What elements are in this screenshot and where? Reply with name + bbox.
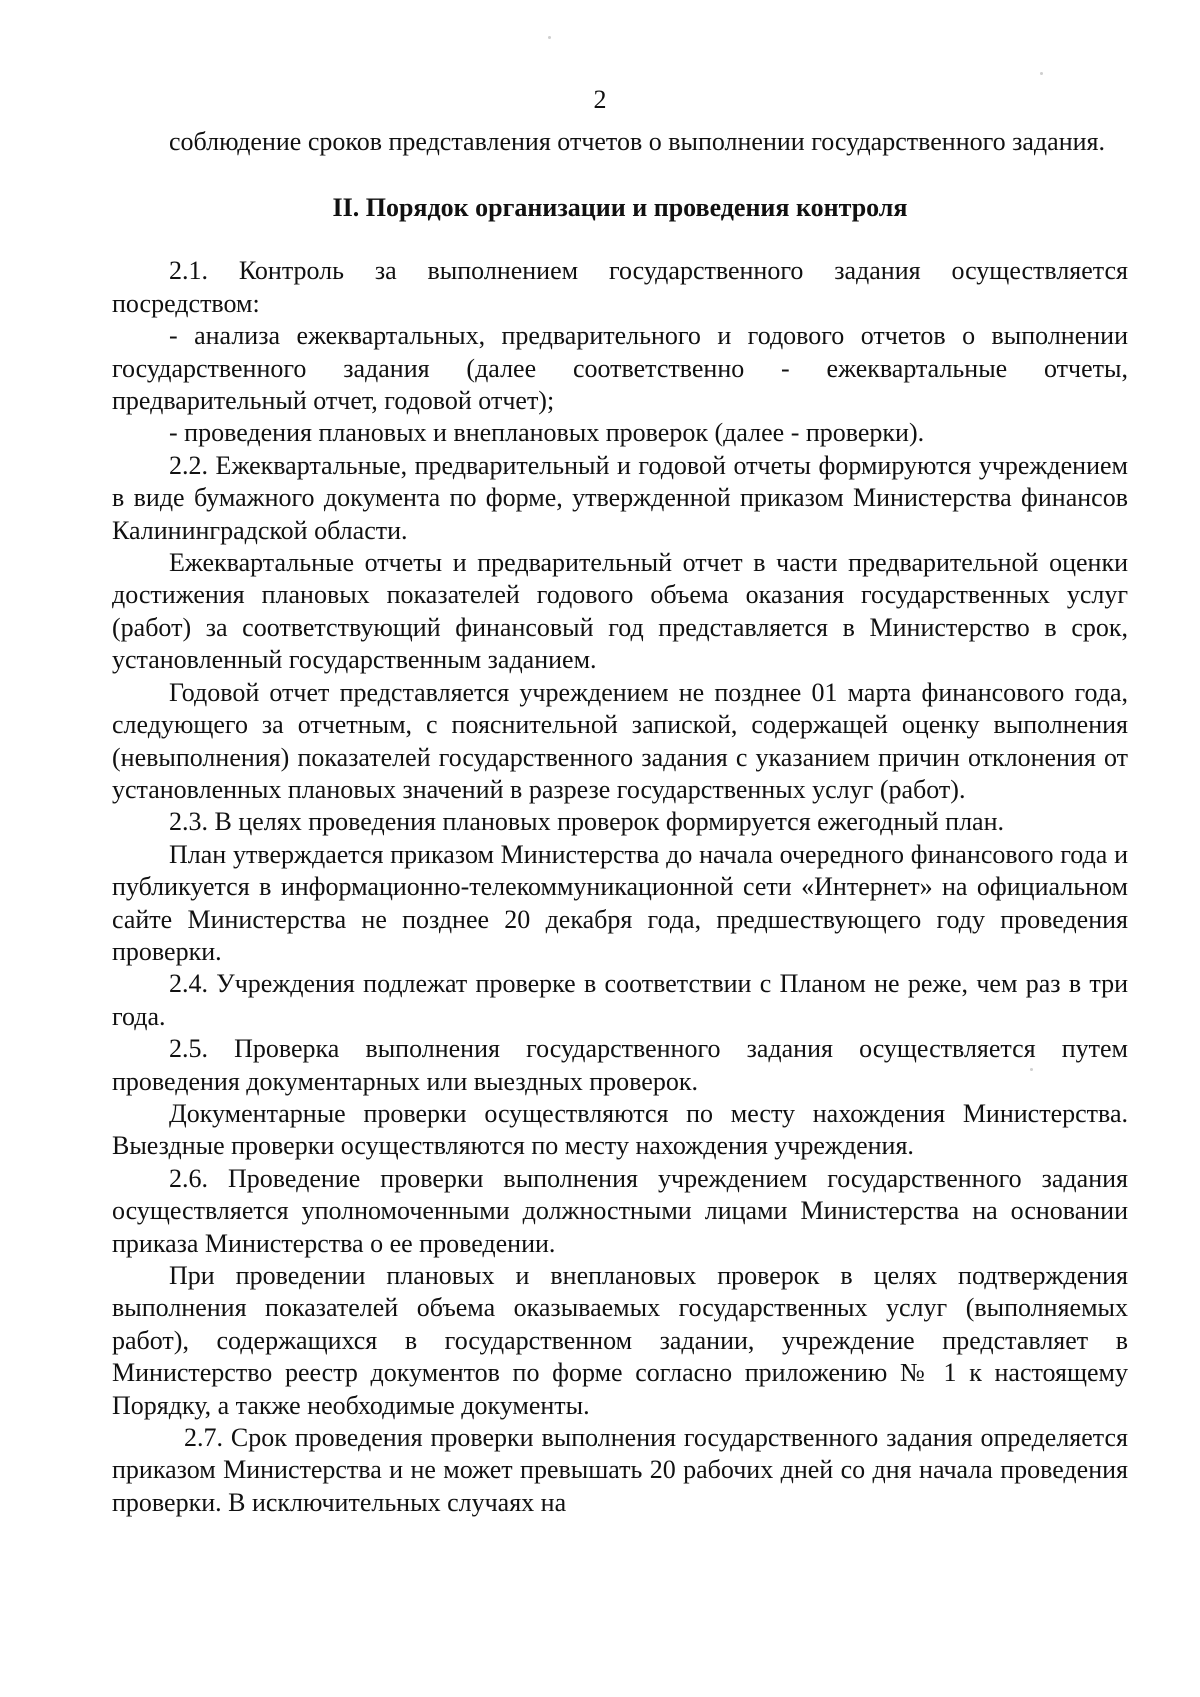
paragraph-annual-report: Годовой отчет представляется учреждением не позднее 01 марта финансового года, следующего за отчетным, с пояснительной запиской, содержащей оценку выполнения (невыполнения) показателей государственного задания с указанием причин отклонения от установленных плановых значений в разрезе государственных услуг (работ). <box>112 677 1128 804</box>
paragraph-2-2: 2.2. Ежеквартальные, предварительный и годовой отчеты формируются учреждением в виде бумажного документа по форме, утвержденной приказом Министерства финансов Калининградской области. <box>112 450 1128 545</box>
scan-speck <box>1040 72 1043 75</box>
document-body <box>112 126 1128 1519</box>
paragraph-analysis-item: - анализа ежеквартальных, предварительного и годового отчетов о выполнении государственного задания (далее соответственно - ежеквартальные отчеты, предварительный отчет, годовой отчет); <box>112 321 1128 416</box>
paragraph-2-5: 2.5. Проверка выполнения государственного задания осуществляется путем проведения документарных или выездных проверок. <box>112 1034 1128 1096</box>
paragraph-quarterly-reports: Ежеквартальные отчеты и предварительный отчет в части предварительной оценки достижения плановых показателей годового объема оказания государственных услуг (работ) за соответствующий финансовый год представляется в Министерство в срок, установленный государственным заданием. <box>112 548 1128 675</box>
scan-speck <box>548 36 551 39</box>
intro-paragraph: соблюдение сроков представления отчетов о выполнении государственного задания. <box>169 127 1105 156</box>
paragraph-2-1: 2.1. Контроль за выполнением государственного задания осуществляется посредством: <box>112 256 1128 318</box>
page-number: 2 <box>593 85 607 114</box>
paragraph-2-3: 2.3. В целях проведения плановых проверок формируется ежегодный план. <box>169 807 1005 837</box>
paragraph-registry-documents: При проведении плановых и внеплановых проверок в целях подтверждения выполнения показателей объема оказываемых государственных услуг (выполняемых работ), содержащихся в государственном задании, учреждение представляет в Министерство реестр документов по форме согласно приложению № 1 к настоящему Порядку, а также необходимые документы. <box>112 1261 1128 1420</box>
section-heading: II. Порядок организации и проведения контроля <box>332 193 908 223</box>
paragraph-2-4: 2.4. Учреждения подлежат проверке в соответствии с Планом не реже, чем раз в три года. <box>112 969 1128 1031</box>
paragraph-documentary-inspections: Документарные проверки осуществляются по месту нахождения Министерства. Выездные проверки осуществляются по месту нахождения учреждения. <box>112 1098 1128 1161</box>
paragraph-2-7: 2.7. Срок проведения проверки выполнения государственного задания определяется приказом Министерства и не может превышать 20 рабочих дней со дня начала проведения проверки. В исключительных случаях на <box>112 1423 1128 1517</box>
paragraph-plan-approval: План утверждается приказом Министерства до начала очередного финансового года и публикуется в информационно-телекоммуникационной сети «Интернет» на официальном сайте Министерства не позднее 20 декабря года, предшествующего году проведения проверки. <box>112 839 1128 966</box>
paragraph-2-6: 2.6. Проведение проверки выполнения учреждением государственного задания осуществляется уполномоченными должностными лицами Министерства на основании приказа Министерства о ее проведении. <box>112 1163 1128 1258</box>
paragraph-inspections-item: - проведения плановых и внеплановых проверок (далее - проверки). <box>169 418 925 448</box>
